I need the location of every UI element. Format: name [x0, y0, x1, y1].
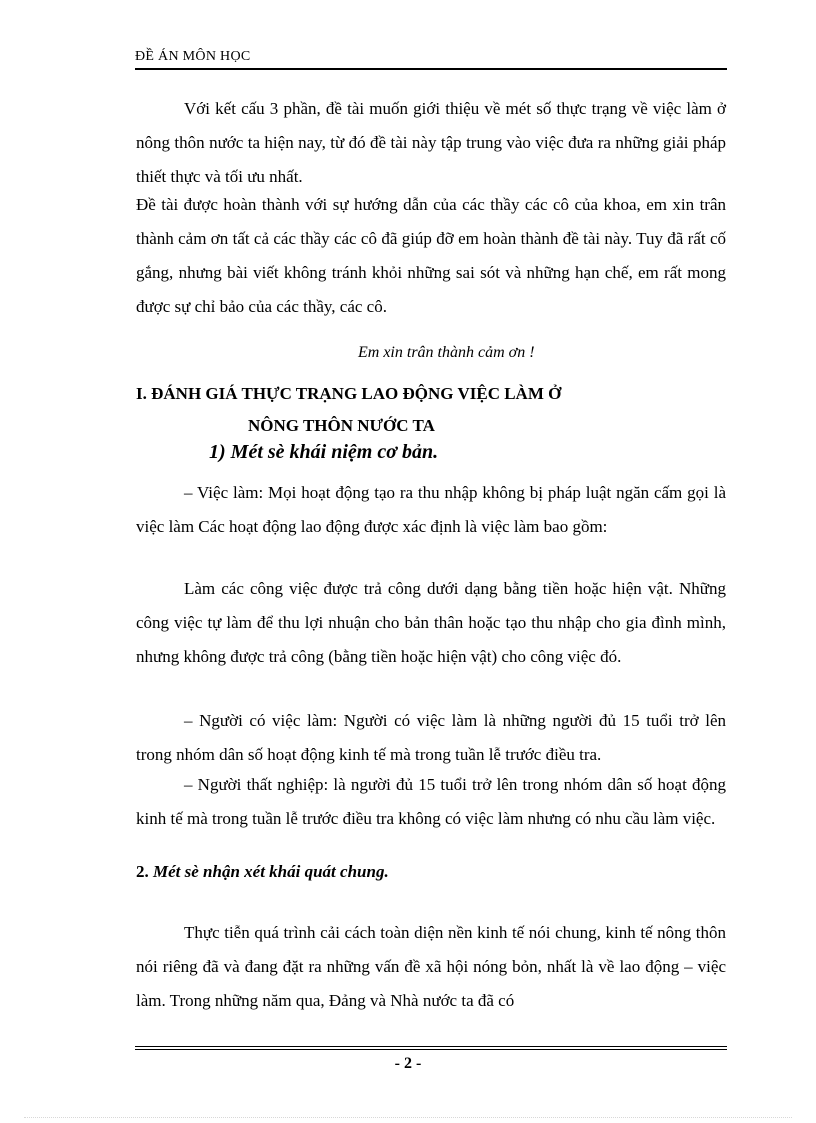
definition-employment: – Việc làm: Mọi hoạt động tạo ra thu nhập không bị pháp luật ngăn cấm gọi là việc làm Các hoạt động lao động được xác định là việc làm bao gồm:	[136, 483, 726, 536]
intro-paragraph: Với kết cấu 3 phần, đề tài muốn giới thiệu về mét số thực trạng về việc làm ở nông thôn nước ta hiện nay, từ đó đề tài này tập trung vào việc đưa ra những giải pháp thiết thực và tối ưu nhất.	[136, 99, 726, 186]
subheading-basic-concepts: 1) Mét sè khái niệm cơ bản.	[209, 441, 439, 463]
page-edge-divider	[24, 1117, 792, 1118]
definition-unemployed-person: – Người thất nghiệp: là người đủ 15 tuổi trở lên trong nhóm dân số hoạt động kinh tế mà trong tuần lễ trước điều tra không có việc làm nhưng có nhu cầu làm việc.	[136, 775, 726, 828]
header-rule	[135, 68, 727, 70]
definition-employed-person: – Người có việc làm: Người có việc làm là những người đủ 15 tuổi trở lên trong nhóm dân số hoạt động kinh tế mà trong tuần lễ trước điều tra.	[136, 711, 726, 764]
page-header-title: ĐỀ ÁN MÔN HỌC	[135, 49, 251, 64]
footer-rule	[135, 1046, 727, 1050]
subheading-general-remarks-number: 2.	[136, 862, 149, 881]
definition-work-types: Làm các công việc được trả công dưới dạng bằng tiền hoặc hiện vật. Những công việc tự làm để thu lợi nhuận cho bản thân hoặc tạo thu nhập cho gia đình mình, nhưng không được trả công (bằng tiền hoặc hiện vật) cho công việc đó.	[136, 579, 726, 666]
page-number: - 2 -	[394, 1055, 422, 1072]
section-1-heading-line-1: I. ĐÁNH GIÁ THỰC TRẠNG LAO ĐỘNG VIỆC LÀM Ở	[136, 384, 562, 403]
subheading-general-remarks	[136, 862, 389, 882]
acknowledgement-paragraph: Đề tài được hoàn thành với sự hướng dẫn của các thầy các cô của khoa, em xin trân thành cảm ơn tất cả các thầy các cô đã giúp đỡ em hoàn thành đề tài này. Tuy đã rất cố gắng, nhưng bài viết không tránh khỏi những sai sót và những hạn chế, em rất mong được sự chỉ bảo của các thầy, các cô.	[136, 195, 726, 316]
subheading-general-remarks-title: Mét sè nhận xét khái quát chung.	[153, 862, 389, 881]
section-1-heading-line-2: NÔNG THÔN NƯỚC TA	[248, 416, 435, 435]
section-1-heading	[136, 378, 561, 442]
thanks-line: Em xin trân thành cảm ơn !	[358, 344, 535, 361]
general-remarks-paragraph: Thực tiễn quá trình cải cách toàn diện nền kinh tế nói chung, kinh tế nông thôn nói riêng đã và đang đặt ra những vấn đề xã hội nóng bỏn, nhất là về lao động – việc làm. Trong những năm qua, Đảng và Nhà nước ta đã có	[136, 923, 726, 1010]
